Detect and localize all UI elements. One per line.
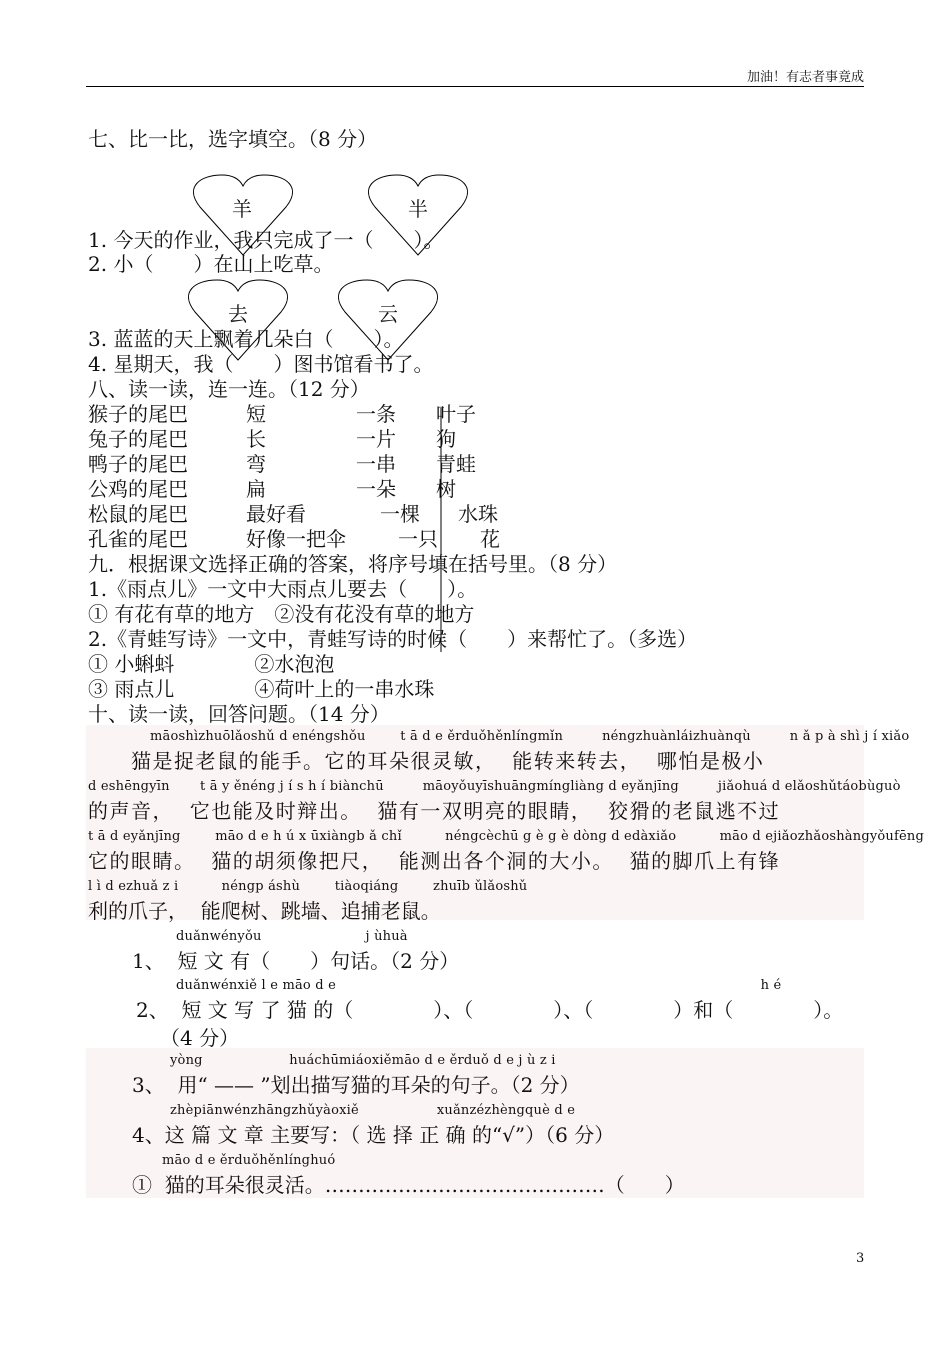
page-number: 3 — [856, 1251, 865, 1266]
q8-title: 八、读一读，连一连。（12 分） — [88, 377, 370, 401]
q8-col1-item: 孔雀的尾巴 — [88, 527, 188, 551]
heart-char-2: 半 — [408, 197, 428, 221]
question-1: 1、 短 文 有（ ）句话。（2 分） — [132, 949, 460, 973]
q8-col1-item: 猴子的尾巴 — [88, 402, 188, 426]
q8-col3-item: 一条 — [356, 402, 396, 426]
q10-title: 十、读一读，回答问题。（14 分） — [88, 702, 390, 726]
passage-pinyin-2: d eshēngyīn t ā y ěnéng j í s h í biànchū māoyǒuyīshuāngmíngliàng d eyǎnjīng jiǎohuá d elǎoshǔtáobùguò — [88, 779, 901, 794]
q8-col4-item: 花 — [480, 527, 500, 551]
q8-col3-item: 一片 — [356, 427, 396, 451]
q7-line-2: 2. 小（ ）在山上吃草。 — [88, 252, 334, 276]
q8-col2-item: 弯 — [246, 452, 266, 476]
q7-title: 七、比一比，选字填空。（8 分） — [88, 127, 378, 151]
passage-line-3: 它的眼睛。 猫的胡须像把尺， 能测出各个洞的大小。 猫的脚爪上有锋 — [88, 849, 781, 873]
q8-col1-item: 公鸡的尾巴 — [88, 477, 188, 501]
header-motto: 加油！有志者事竟成 — [746, 70, 864, 85]
q8-col2-item: 短 — [246, 402, 266, 426]
passage-line-2: 的声音， 它也能及时辩出。 猫有一双明亮的眼睛， 狡猾的老鼠逃不过 — [88, 799, 781, 823]
question-2-score: （4 分） — [160, 1026, 240, 1050]
question-pinyin-5: māo d e ěrduǒhěnlínghuó — [162, 1153, 336, 1168]
passage-line-1: 猫是捉老鼠的能手。它的耳朵很灵敏， 能转来转去， 哪怕是极小 — [88, 749, 765, 773]
q9-title: 九．根据课文选择正确的答案，将序号填在括号里。（8 分） — [88, 552, 618, 576]
q8-col1-item: 兔子的尾巴 — [88, 427, 188, 451]
q8-col3-item: 一朵 — [356, 477, 396, 501]
question-5-option-1: ① 猫的耳朵很灵活。……………………………………（ ） — [132, 1173, 685, 1197]
q8-col4-item: 叶子 — [436, 402, 476, 426]
q9-line-1: 1.《雨点儿》一文中大雨点儿要去（ ）。 — [88, 577, 478, 601]
q9-line-4: ① 小蝌蚪 ②水泡泡 — [88, 652, 335, 676]
q8-col3-item: 一棵 — [380, 502, 420, 526]
q9-line-2: ① 有花有草的地方 ②没有花没有草的地方 — [88, 602, 475, 626]
q7-line-1: 1. 今天的作业，我只完成了一（ ）。 — [88, 228, 444, 252]
passage-pinyin-1: māoshìzhuōlǎoshǔ d enéngshǒu t ā d e ěrduǒhěnlíngmǐn néngzhuànláizhuànqù n ǎ p à shì j í xiǎo — [150, 729, 910, 744]
passage-pinyin-3: t ā d eyǎnjīng māo d e h ú x ūxiàngb ǎ chǐ néngcèchū g è g è dòng d edàxiǎo māo d ejiǎozhǎoshàngyǒufēng — [88, 829, 924, 844]
question-2: 2、 短 文 写 了 猫 的（ ）、（ ）、（ ）和（ ）。 — [136, 998, 844, 1022]
heart-char-3: 去 — [228, 302, 248, 326]
passage-pinyin-4: l ì d ezhuǎ z i néngp áshù tiàoqiáng zhuīb ǔlǎoshǔ — [88, 879, 528, 894]
q8-col1-item: 松鼠的尾巴 — [88, 502, 188, 526]
q8-col4-item: 树 — [436, 477, 456, 501]
q8-col2-item: 最好看 — [246, 502, 306, 526]
q8-col2-item: 好像一把伞 — [246, 527, 346, 551]
q9-line-5: ③ 雨点儿 ④荷叶上的一串水珠 — [88, 677, 435, 701]
question-pinyin-1: duǎnwényǒu j ùhuà — [176, 929, 408, 944]
q8-col1-item: 鸭子的尾巴 — [88, 452, 188, 476]
q8-col2-item: 长 — [246, 427, 266, 451]
heart-char-4: 云 — [378, 302, 398, 326]
q7-line-4: 4. 星期天，我（ ）图书馆看书了。 — [88, 352, 434, 376]
q9-line-3: 2.《青蛙写诗》一文中，青蛙写诗的时候（ ）来帮忙了。（多选） — [88, 627, 698, 651]
question-pinyin-3: yòng huáchūmiáoxiěmāo d e ěrduǒ d e j ù z i — [170, 1053, 556, 1068]
heart-char-1: 羊 — [232, 197, 252, 221]
passage-line-4: 利的爪子， 能爬树、跳墙、追捕老鼠。 — [88, 899, 441, 923]
q8-col2-item: 扁 — [246, 477, 266, 501]
q8-col3-item: 一串 — [356, 452, 396, 476]
question-3: 3、 用“ —— ”划出描写猫的耳朵的句子。（2 分） — [132, 1073, 580, 1097]
q8-col3-item: 一只 — [398, 527, 438, 551]
question-pinyin-4: zhèpiānwénzhāngzhǔyàoxiě xuǎnzézhèngquè d e — [170, 1103, 576, 1118]
q8-col4-item: 水珠 — [458, 502, 498, 526]
q8-col4-item: 狗 — [436, 427, 456, 451]
q8-col4-item: 青蛙 — [436, 452, 476, 476]
question-pinyin-2: duǎnwénxiě l e māo d e h é — [176, 978, 782, 993]
question-4: 4、这 篇 文 章 主要写：（ 选 择 正 确 的“√”）（6 分） — [132, 1123, 615, 1147]
q7-line-3: 3. 蓝蓝的天上飘着几朵白（ ）。 — [88, 327, 404, 351]
